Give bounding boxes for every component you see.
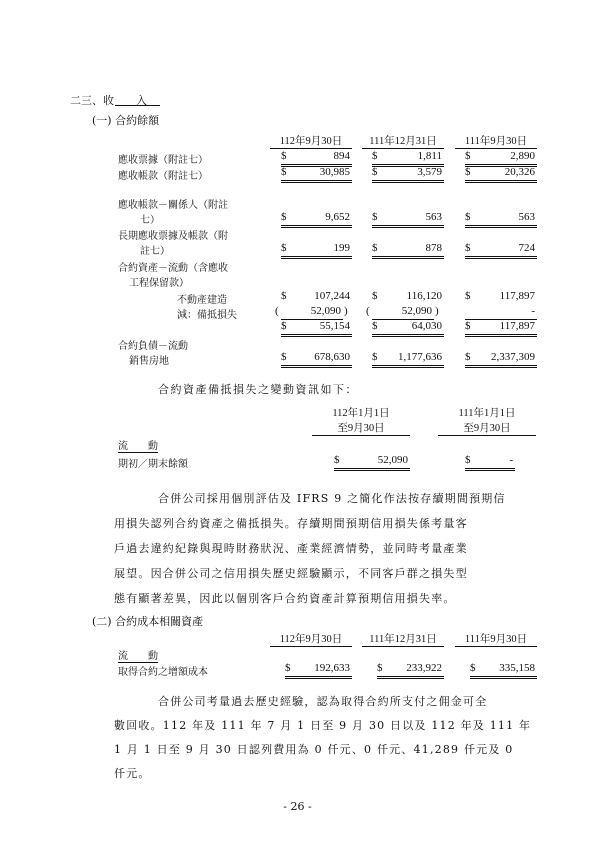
currency-symbol: $: [281, 150, 287, 162]
cell-value: 192,633: [314, 662, 350, 674]
cell-value: 724: [518, 242, 535, 254]
cell-value: 107,244: [314, 290, 350, 302]
table-cell: [281, 320, 352, 337]
row-label: 期初／期末餘額: [118, 459, 188, 470]
cell-value: 894: [333, 150, 350, 162]
currency-symbol: $: [465, 290, 471, 302]
currency-symbol: $: [281, 242, 287, 254]
cell-value: -: [531, 305, 535, 317]
table-cell: [281, 242, 352, 259]
currency-symbol: $: [465, 166, 471, 178]
currency-symbol: $: [465, 150, 471, 162]
cell-value: -: [509, 454, 513, 466]
currency-symbol: $: [281, 351, 287, 363]
row-label: 不動產建造: [177, 295, 227, 306]
row-label: 銷售房地: [129, 356, 169, 367]
currency-symbol: $: [470, 662, 476, 674]
paragraph-line: 1 月 1 日至 9 月 30 日認列費用為 0 仟元、0 仟元、41,289 仟元及 0: [114, 743, 514, 756]
table-cell: [372, 242, 444, 259]
page-number: - 26 -: [283, 800, 312, 813]
paragraph-line: 展望。因合併公司之信用損失歷史經驗顯示，不同客戶群之損失型: [114, 567, 468, 580]
cell-value: 52,090: [310, 305, 341, 317]
paragraph-line: 合併公司採用個別評估及 IFRS 9 之簡化作法按存續期間預期信: [158, 492, 506, 505]
column-header: 至9月30日: [312, 420, 410, 436]
currency-symbol: $: [281, 290, 287, 302]
table-cell: [465, 305, 537, 320]
table-cell: [285, 662, 352, 679]
paragraph-line: 態有顯著差異，因此以個別客戶合約資產計算預期信用損失率。: [114, 592, 456, 605]
paragraph-line: 仟元。: [114, 767, 151, 780]
table-cell: [281, 305, 343, 320]
table-cell: [372, 150, 444, 167]
cell-value: 116,120: [406, 290, 442, 302]
cell-value: 878: [425, 242, 442, 254]
paragraph-line: 戶過去違約紀錄與現時財務狀況、產業經濟情勢，並同時考量產業: [114, 542, 468, 555]
table-cell: [372, 351, 444, 368]
cell-value: 117,897: [499, 290, 535, 302]
currency-symbol: $: [334, 454, 340, 466]
currency-symbol: $: [465, 351, 471, 363]
table-cell: [281, 351, 352, 368]
currency-symbol: $: [465, 320, 471, 332]
currency-symbol: $: [372, 166, 378, 178]
table-cell: [372, 166, 444, 183]
currency-symbol: $: [372, 290, 378, 302]
table-cell: [465, 351, 537, 368]
currency-symbol: $: [465, 211, 471, 223]
cell-value: 55,154: [319, 320, 350, 332]
column-header: 112年9月30日: [270, 133, 352, 149]
paren-close: ): [344, 305, 348, 317]
table-cell: [281, 150, 352, 167]
cell-value: 30,985: [319, 166, 350, 178]
column-header: 111年1月1日: [458, 408, 516, 419]
row-label: 合約負債－流動: [118, 341, 188, 352]
table-cell: [465, 290, 537, 304]
currency-symbol: $: [372, 320, 378, 332]
table-cell: [465, 150, 537, 167]
cell-value: 1,177,636: [398, 351, 442, 363]
column-header: 112年1月1日: [332, 408, 390, 419]
row-label: 取得合約之增額成本: [118, 667, 208, 678]
cell-value: 678,630: [314, 351, 350, 363]
paragraph-line: 用損失認列合約資產之備抵損失。存續期間預期信用損失係考量客: [114, 517, 468, 530]
row-label: 合約資產－流動（含應收: [118, 263, 228, 274]
column-header: 111年9月30日: [455, 631, 537, 647]
table-cell: [372, 211, 444, 228]
contract-balances-heading: (一) 合約餘額: [92, 114, 160, 127]
paren-open: (: [366, 305, 370, 317]
cell-value: 64,030: [411, 320, 442, 332]
row-label: 應收帳款（附註七）: [118, 171, 208, 182]
row-label: 註七）: [140, 246, 170, 257]
table-cell: [465, 320, 537, 337]
cell-value: 9,652: [325, 211, 350, 223]
currency-symbol: $: [285, 662, 291, 674]
flow-label: 流 動: [118, 437, 158, 453]
column-header: 111年12月31日: [362, 631, 444, 647]
paren-close: ): [435, 305, 439, 317]
cell-value: 52,090: [401, 305, 432, 317]
cell-value: 2,890: [510, 150, 535, 162]
contract-costs-heading: (二) 合約成本相關資產: [92, 615, 204, 628]
currency-symbol: $: [281, 211, 287, 223]
table-cell: [281, 290, 352, 304]
currency-symbol: $: [281, 320, 287, 332]
flow-label: 流 動: [118, 647, 158, 663]
section-title: 二三、收 入: [70, 92, 147, 108]
table-cell: [372, 290, 444, 304]
cell-value: 199: [333, 242, 350, 254]
cell-value: 117,897: [499, 320, 535, 332]
table-cell: [281, 211, 352, 228]
row-label: 工程保留款）: [129, 278, 189, 289]
currency-symbol: $: [377, 662, 383, 674]
cell-value: 335,158: [499, 662, 535, 674]
allowance-intro: 合約資產備抵損失之變動資訊如下：: [158, 383, 358, 396]
currency-symbol: $: [372, 211, 378, 223]
table-cell: [372, 320, 444, 337]
table-cell: [465, 454, 515, 471]
column-header: 112年9月30日: [270, 631, 352, 647]
paragraph-line: 數回收。112 年及 111 年 7 月 1 日至 9 月 30 日以及 112 年及 111 年: [114, 719, 532, 732]
row-label: 應收帳款－關係人（附註: [118, 200, 228, 211]
column-header: 111年12月31日: [362, 133, 444, 149]
cell-value: 563: [425, 211, 442, 223]
table-cell: [470, 662, 537, 679]
currency-symbol: $: [281, 166, 287, 178]
table-cell: [465, 166, 537, 183]
table-cell: [334, 454, 410, 471]
row-label: 減：備抵損失: [177, 310, 237, 321]
currency-symbol: $: [465, 454, 471, 466]
column-header: 111年9月30日: [455, 133, 537, 149]
cell-value: 233,922: [406, 662, 442, 674]
row-label: 長期應收票據及帳款（附: [118, 231, 228, 242]
table-cell: [281, 166, 352, 183]
row-label: 應收票據（附註七）: [118, 155, 208, 166]
currency-symbol: $: [372, 150, 378, 162]
table-cell: [372, 305, 434, 320]
row-label: 七）: [140, 215, 160, 226]
table-cell: [377, 662, 444, 679]
cell-value: 2,337,309: [491, 351, 535, 363]
cell-value: 3,579: [417, 166, 442, 178]
table-cell: [465, 242, 537, 259]
currency-symbol: $: [372, 351, 378, 363]
cell-value: 563: [518, 211, 535, 223]
cell-value: 20,326: [504, 166, 535, 178]
cell-value: 1,811: [417, 150, 442, 162]
paragraph-line: 合併公司考量過去歷史經驗，認為取得合約所支付之佣金可全: [158, 695, 488, 708]
cell-value: 52,090: [377, 454, 408, 466]
column-header: 至9月30日: [438, 420, 536, 436]
currency-symbol: $: [465, 242, 471, 254]
currency-symbol: $: [372, 242, 378, 254]
paren-open: (: [275, 305, 279, 317]
table-cell: [465, 211, 537, 228]
